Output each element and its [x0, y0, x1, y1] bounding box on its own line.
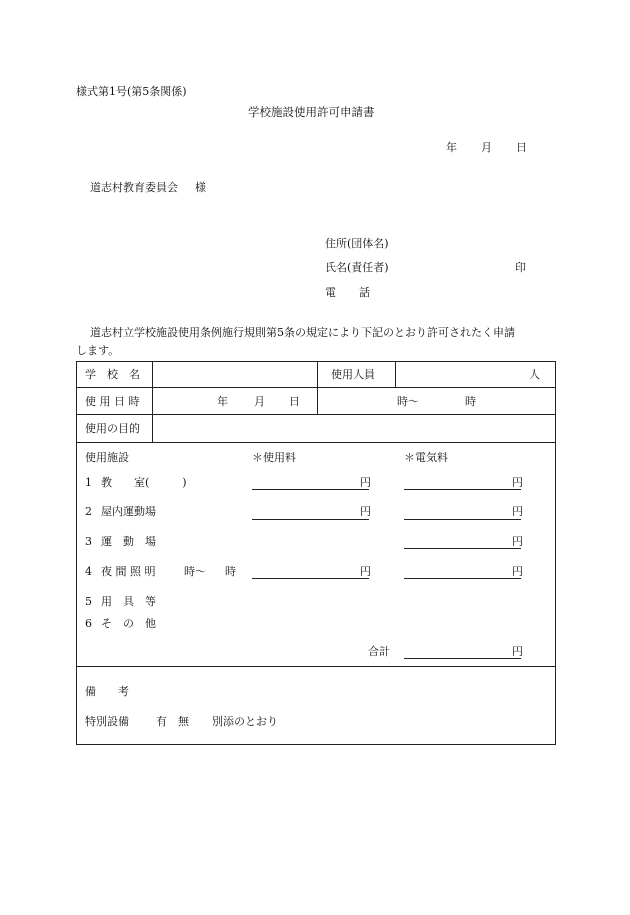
purpose-label: 使用の目的	[85, 422, 140, 435]
purpose-field[interactable]	[153, 415, 555, 441]
fee-yen-2: 円	[360, 505, 371, 518]
facility-label-classroom: 教 室( )	[101, 476, 187, 489]
facility-num-3: 3	[85, 535, 92, 548]
usage-time-to: 時	[465, 395, 476, 408]
date-day: 日	[516, 141, 527, 154]
school-name-field[interactable]	[153, 362, 316, 386]
name-label: 氏名(責任者)	[325, 261, 389, 274]
date-year: 年	[446, 141, 457, 154]
users-label: 使用人員	[331, 368, 375, 381]
form-number: 様式第1号(第5条関係)	[76, 85, 187, 98]
fee-header: ＊使用料	[252, 451, 296, 464]
phone-label-2: 話	[359, 286, 370, 299]
total-label: 合計	[368, 645, 390, 658]
facility-num-5: 5	[85, 595, 92, 608]
address-label: 住所(団体名)	[325, 237, 389, 250]
facility-num-6: 6	[85, 617, 92, 630]
seal-label: 印	[515, 261, 526, 274]
facility-label-other: そ の 他	[101, 617, 156, 630]
electric-yen-1: 円	[512, 476, 523, 489]
facility-label-night-lighting: 夜 間 照 明	[101, 565, 156, 578]
total-yen: 円	[512, 645, 523, 658]
facility-label-gym: 屋内運動場	[101, 505, 156, 518]
usage-date-day: 日	[289, 395, 300, 408]
facility-num-1: 1	[85, 476, 92, 489]
body-text-line2: します。	[76, 344, 120, 357]
application-form-table	[76, 361, 556, 745]
phone-label-1: 電	[325, 286, 336, 299]
facility-num-4: 4	[85, 565, 92, 578]
special-equipment-label: 特別設備	[85, 715, 129, 728]
facility-num-2: 2	[85, 505, 92, 518]
usage-time-from: 時〜	[397, 395, 419, 408]
users-unit: 人	[529, 368, 540, 381]
recipient-honorific: 様	[195, 181, 206, 194]
usage-date-label: 使 用 日 時	[85, 395, 140, 408]
facility-label-equipment: 用 具 等	[101, 595, 156, 608]
special-equipment-has[interactable]: 有	[156, 715, 167, 728]
lighting-time-from: 時〜	[184, 565, 206, 578]
fee-yen-4: 円	[360, 565, 371, 578]
facility-label-field: 運 動 場	[101, 535, 156, 548]
electric-header: ＊電気料	[404, 451, 448, 464]
date-month: 月	[481, 141, 492, 154]
recipient-name: 道志村教育委員会	[90, 181, 178, 194]
electric-yen-3: 円	[512, 535, 523, 548]
special-equipment-none[interactable]: 無	[178, 715, 189, 728]
fee-yen-1: 円	[360, 476, 371, 489]
document-title: 学校施設使用許可申請書	[248, 105, 375, 119]
special-equipment-attached: 別添のとおり	[212, 715, 278, 728]
facilities-header: 使用施設	[85, 451, 129, 464]
body-text-line1: 道志村立学校施設使用条例施行規則第5条の規定により下記のとおり許可されたく申請	[90, 326, 515, 339]
remarks-label: 備 考	[85, 685, 129, 698]
users-count-field[interactable]	[396, 362, 536, 386]
electric-yen-2: 円	[512, 505, 523, 518]
usage-date-month: 月	[254, 395, 265, 408]
electric-yen-4: 円	[512, 565, 523, 578]
lighting-time-to: 時	[225, 565, 236, 578]
usage-date-year: 年	[217, 395, 228, 408]
school-name-label: 学 校 名	[85, 368, 140, 381]
